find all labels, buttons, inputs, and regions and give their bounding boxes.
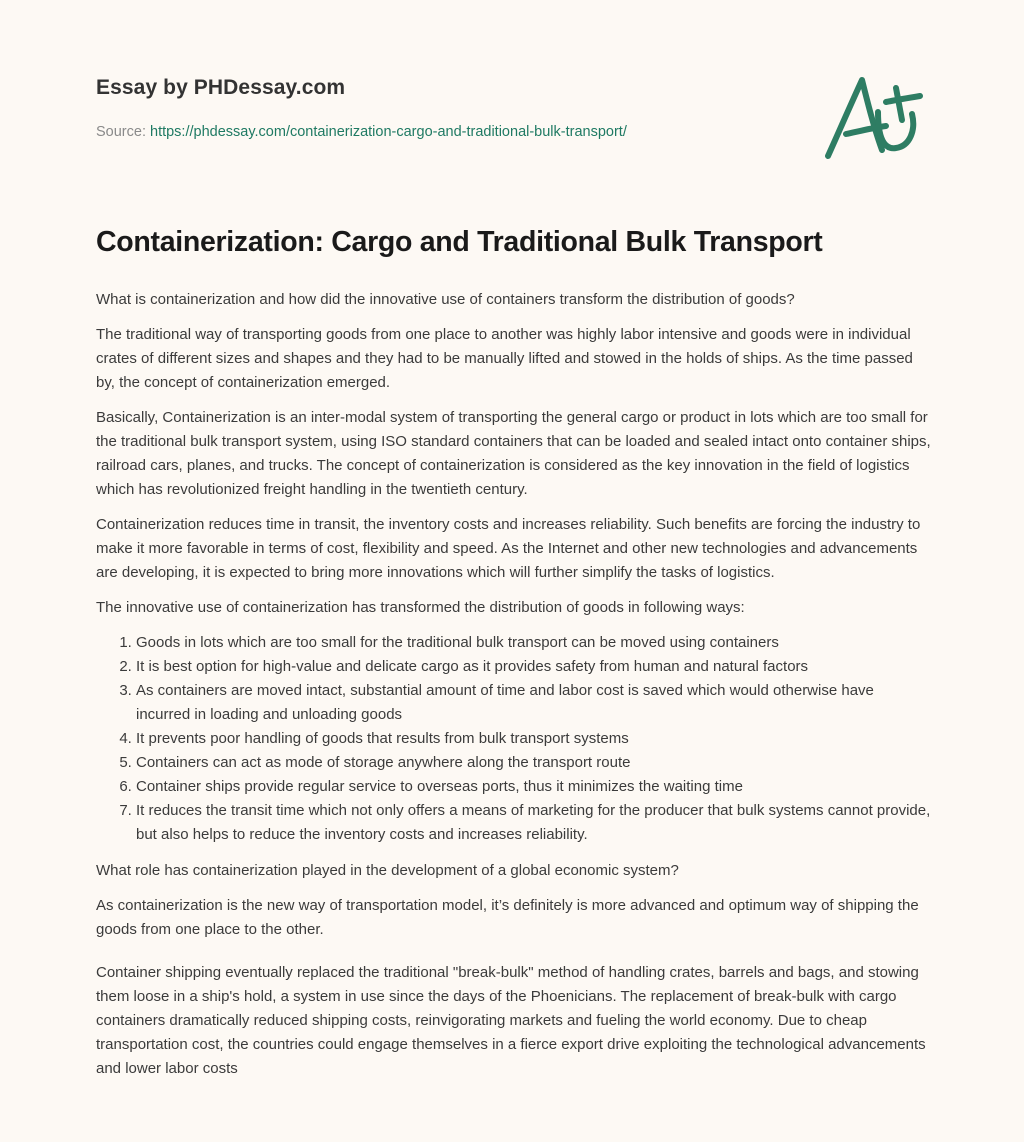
list-item: 2. It is best option for high-value and delicate cargo as it provides safety from human and natural factors <box>136 655 932 679</box>
list-item: 4. It prevents poor handling of goods that results from bulk transport systems <box>136 727 932 751</box>
essay-body <box>96 288 932 1092</box>
paragraph: Containerization reduces time in transit, the inventory costs and increases reliability. Such benefits are forcing the industry to make it more favorable in terms of cost, flexibility and speed. As the Internet and other new technologies and advancements are developing, it is expected to bring more innovations which will further simplify the tasks of logistics. <box>96 516 921 581</box>
paragraph: As containerization is the new way of transportation model, it’s definitely is more advanced and optimum way of shipping the goods from one place to the other. <box>96 897 919 938</box>
paragraph: What role has containerization played in the development of a global economic system? <box>96 862 679 879</box>
source-link[interactable]: https://phdessay.com/containerization-cargo-and-traditional-bulk-transport/ <box>150 124 627 140</box>
site-brand: Essay by PHDessay.com <box>96 76 346 99</box>
paragraph: The traditional way of transporting goods from one place to another was highly labor intensive and goods were in individual crates of different sizes and shapes and they had to be manually lifted and stowed in the holds of ships. As the time passed by, the concept of containerization emerged. <box>96 326 913 391</box>
list-item: 3. As containers are moved intact, substantial amount of time and labor cost is saved which would otherwise have incurred in loading and unloading goods <box>136 679 932 727</box>
essay-title: Containerization: Cargo and Traditional Bulk Transport <box>96 226 823 258</box>
source-label: Source: <box>96 124 150 140</box>
list-item: 7. It reduces the transit time which not only offers a means of marketing for the producer that bulk systems cannot provide, but also helps to reduce the inventory costs and increases reliability. <box>136 799 932 847</box>
source-line <box>96 124 627 140</box>
paragraph: Container shipping eventually replaced the traditional "break-bulk" method of handling crates, barrels and bags, and stowing them loose in a ship's hold, a system in use since the days of the Phoenicians. The replacement of break-bulk with cargo containers dramatically reduced shipping costs, reinvigorating markets and fueling the world economy. Due to cheap transportation cost, the countries could engage themselves in a fierce export drive exploiting the technological advancements and lower labor costs <box>96 964 926 1077</box>
list-item: 1. Goods in lots which are too small for the traditional bulk transport can be moved using containers <box>136 631 932 655</box>
a-plus-grade-icon <box>816 64 936 174</box>
benefits-list <box>96 631 932 847</box>
list-item: 6. Container ships provide regular service to overseas ports, thus it minimizes the waiting time <box>136 775 932 799</box>
paragraph: The innovative use of containerization has transformed the distribution of goods in following ways: <box>96 599 745 616</box>
paragraph: What is containerization and how did the innovative use of containers transform the distribution of goods? <box>96 291 795 308</box>
list-item: 5. Containers can act as mode of storage anywhere along the transport route <box>136 751 932 775</box>
paragraph: Basically, Containerization is an inter-modal system of transporting the general cargo or product in lots which are too small for the traditional bulk transport system, using ISO standard containers that can be loaded and sealed intact onto container ships, railroad cars, planes, and trucks. The concept of containerization is considered as the key innovation in the field of logistics which has revolutionized freight handling in the twentieth century. <box>96 409 931 498</box>
